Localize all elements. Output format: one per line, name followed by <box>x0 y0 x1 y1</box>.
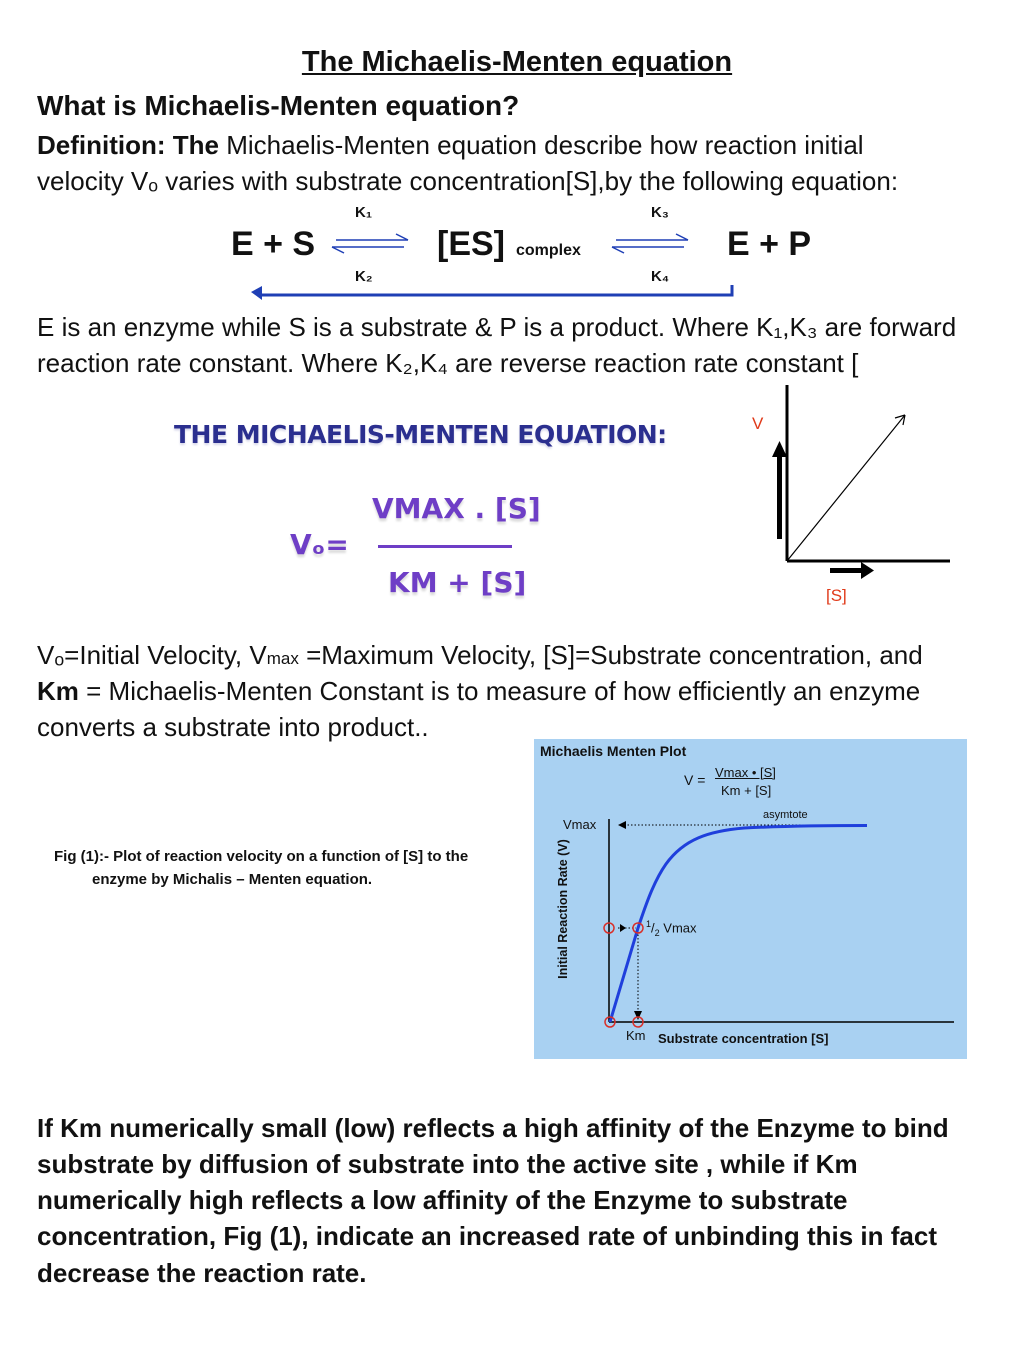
michaelis-menten-plot <box>534 739 967 1059</box>
definition-line-2: velocity Vₒ varies with substrate concentration[S],by the following equation: <box>37 166 899 196</box>
definitions-line-1 <box>37 637 923 677</box>
half-vmax-text: Vmax <box>663 920 697 936</box>
linear-line <box>787 415 905 561</box>
half-denominator: 2 <box>654 927 660 938</box>
return-arrow <box>251 285 732 300</box>
k1-label: K₁ <box>355 204 373 221</box>
plot-eq-numerator: Vmax • [S] <box>715 765 776 780</box>
reaction-arrows <box>0 0 1024 310</box>
vmax-arrow-icon <box>618 821 626 829</box>
small-linear-graph <box>760 385 960 585</box>
equilibrium-arrow-2 <box>612 234 688 253</box>
vmax-label: Vmax <box>563 817 597 832</box>
figure-caption-line-2: enzyme by Michalis – Menten equation. <box>92 871 373 888</box>
complex-sub-label: complex <box>516 242 581 259</box>
equation-lhs: Vₒ= <box>290 528 349 561</box>
section-heading: What is Michaelis-Menten equation? <box>37 90 520 121</box>
k3-label: K₃ <box>651 204 669 221</box>
reactants-label: E + S <box>231 225 316 263</box>
definitions-vmax-text: =Maximum Velocity, [S]=Substrate concentration, and <box>298 640 923 670</box>
description-line-1: E is an enzyme while S is a substrate & P is a product. Where K₁,K₃ are forward <box>37 312 957 342</box>
half-arrow-icon <box>620 924 626 932</box>
page-title: The Michaelis-Menten equation <box>301 46 733 78</box>
equation-numerator: VMAX . [S] <box>372 492 541 525</box>
km-definition-text: = Michaelis-Menten Constant is to measure of how efficiently an enzyme <box>78 676 921 706</box>
k2-label: K₂ <box>355 268 373 285</box>
half-numerator: 1 <box>646 919 652 929</box>
definitions-vo-text: Vₒ=Initial Velocity, V <box>37 640 267 670</box>
vmax-subscript: max <box>266 649 299 668</box>
figure-caption-line-1: Fig (1):- Plot of reaction velocity on a function of [S] to the <box>54 848 469 865</box>
plot-eq-denominator: Km + [S] <box>721 783 772 798</box>
conclusion-line-4: concentration, Fig (1), indicate an increased rate of unbinding this in fact <box>37 1221 937 1251</box>
equation-denominator: KM + [S] <box>388 566 527 599</box>
y-axis-title: Initial Reaction Rate (V) <box>556 839 570 979</box>
definition-label: Definition: The <box>37 130 219 160</box>
equilibrium-arrow-1 <box>332 234 408 253</box>
conclusion-line-5: decrease the reaction rate. <box>37 1258 367 1288</box>
definition-text: Michaelis-Menten equation describe how reaction initial <box>218 130 864 160</box>
asymptote-label: asymtote <box>763 809 808 821</box>
small-graph-x-label: [S] <box>826 586 847 605</box>
km-label: Km <box>626 1028 646 1043</box>
plot-canvas <box>534 739 967 1059</box>
right-arrow-icon <box>830 562 874 579</box>
definitions-line-2 <box>37 673 920 709</box>
saturation-curve <box>610 826 867 1023</box>
fraction-bar <box>378 545 512 548</box>
conclusion-line-2: substrate by diffusion of substrate into the active site , while if Km <box>37 1149 858 1179</box>
small-graph-y-label: V <box>752 414 764 433</box>
km-bold-term: Km <box>37 676 79 706</box>
description-line-2: reaction rate constant. Where K₂,K₄ are reverse reaction rate constant [ <box>37 348 859 378</box>
plot-eq-lhs: V = <box>684 772 706 788</box>
es-complex-label: [ES] <box>437 225 505 263</box>
products-label: E + P <box>727 225 812 263</box>
conclusion-line-3: numerically high reflects a low affinity of the Enzyme to substrate <box>37 1185 848 1215</box>
x-axis-title: Substrate concentration [S] <box>658 1031 829 1046</box>
plot-title: Michaelis Menten Plot <box>540 743 687 759</box>
up-arrow-icon <box>772 441 787 539</box>
half-vmax-label: $^1/_2$ Vmax <box>646 919 697 938</box>
k4-label: K₄ <box>651 268 669 285</box>
conclusion-line-1: If Km numerically small (low) reflects a high affinity of the Enzyme to bind <box>37 1113 949 1143</box>
definitions-line-3: converts a substrate into product.. <box>37 712 429 742</box>
equation-title: THE MICHAELIS-MENTEN EQUATION: <box>174 420 667 449</box>
